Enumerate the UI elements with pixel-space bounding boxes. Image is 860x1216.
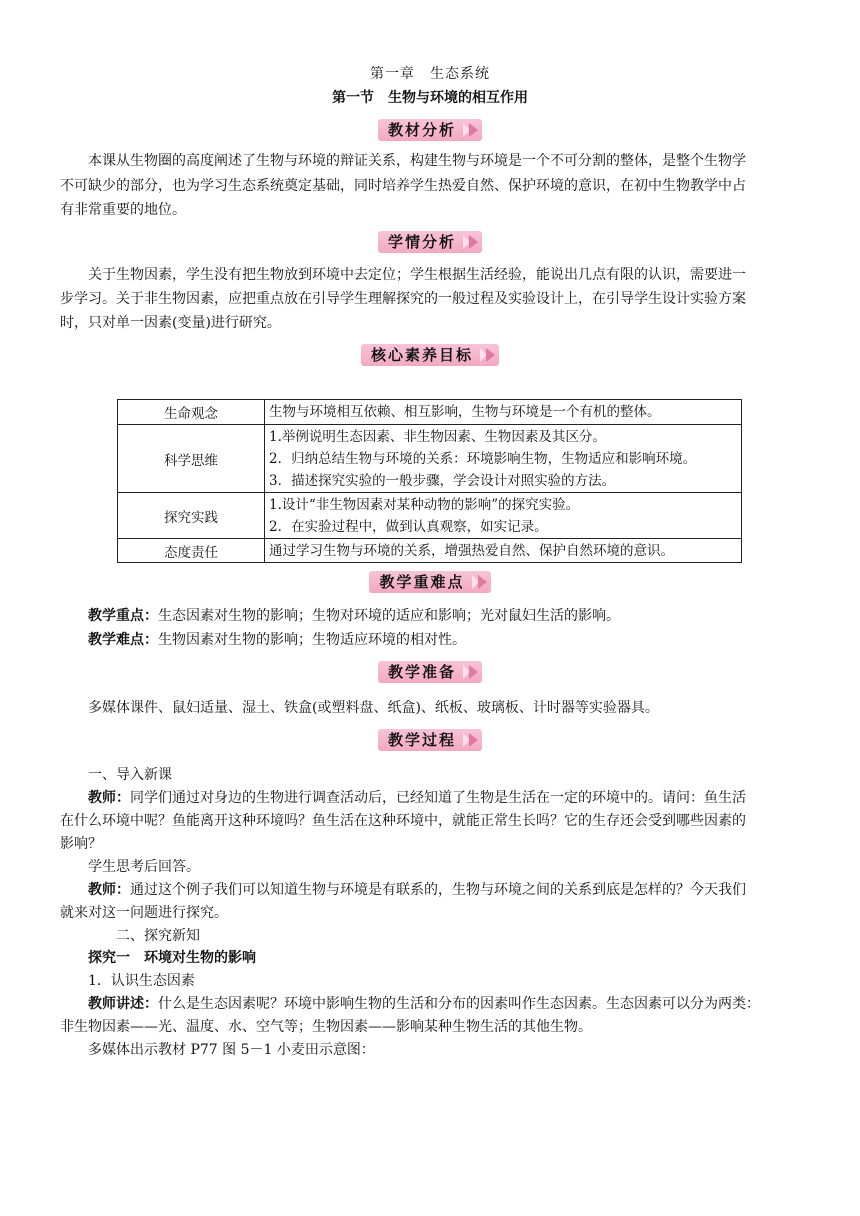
goal-item: 1.设计“非生物因素对某种动物的影响”的探究实验。 [269,496,580,513]
student-analysis-line: 关于生物因素，学生没有把生物放到环境中去定位；学生根据生活经验，能说出几点有限的认识，需要进一 [88,267,746,283]
banner-student-analysis [0,231,860,255]
lecture [88,993,800,1015]
section-title: 第一节 生物与环境的相互作用 [332,90,528,106]
table-row [118,539,742,563]
table-row [118,425,742,493]
banner-preparation [0,661,860,685]
goal-description [265,539,742,563]
teaching-focus-text: 生态因素对生物的影响；生物对环境的适应和影响；光对鼠妇生活的影响。 [158,608,620,624]
explore1-title: 探究一 环境对生物的影响 [88,950,256,966]
part2-title: 二、探究新知 [116,928,200,944]
teaching-difficulty-label: 教学难点： [88,632,158,648]
goal-item: 生物与环境相互依赖、相互影响，生物与环境是一个有机的整体。 [269,404,661,420]
core-goals-table [117,399,742,563]
banner-label: 教材分析 [378,119,482,141]
goal-item: 1.举例说明生态因素、非生物因素、生物因素及其区分。 [269,428,606,445]
student-analysis-line: 时，只对单一因素(变量)进行研究。 [60,315,281,331]
lecture-text-line: 非生物因素——光、温度、水、空气等；生物因素——影响某种生物生活的其他生物。 [60,1019,592,1035]
media-line: 多媒体出示教材 P77 图 5－1 小麦田示意图： [88,1042,375,1058]
preparation-text: 多媒体课件、鼠妇适量、湿土、铁盒(或塑料盘、纸盒)、纸板、玻璃板、计时器等实验器具。 [88,700,659,716]
teacher-text: 通过这个例子我们可以知道生物与环境是有联系的，生物与环境之间的关系到底是怎样的？今天我们 [130,882,746,898]
banner-core-goals [0,344,860,368]
goal-description [265,493,742,539]
goal-description [265,425,742,493]
banner-label: 教学准备 [378,661,482,683]
teacher-text-line: 就来对这一问题进行探究。 [60,905,228,921]
chapter-title: 第一章 生态系统 [370,66,490,82]
textbook-analysis-line: 本课从生物圈的高度阐述了生物与环境的辩证关系，构建生物与环境是一个不可分割的整体，是整个生物学 [88,153,746,169]
textbook-analysis-line: 不可缺少的部分，也为学习生态系统奠定基础，同时培养学生热爱自然、保护环境的意识，在初中生物教学中占 [60,178,746,194]
teacher-text-line: 影响？ [60,836,102,852]
sub1-title: 1．认识生态因素 [88,973,195,989]
banner-label: 核心素养目标 [361,344,499,366]
teacher-dialogue-1 [88,787,800,809]
goal-description [265,400,742,425]
goal-item: 2．归纳总结生物与环境的关系：环境影响生物，生物适应和影响环境。 [269,450,697,467]
teaching-focus-label: 教学重点： [88,608,158,624]
lecture-text: 什么是生态因素呢？环境中影响生物的生活和分布的因素叫作生态因素。生态因素可以分为两类： [158,996,760,1012]
goal-category: 科学思维 [118,425,265,493]
goal-category: 生命观念 [118,400,265,425]
goal-item: 3．描述探究实验的一般步骤，学会设计对照实验的方法。 [269,472,616,489]
teacher-label: 教师： [88,790,130,806]
goal-category: 探究实践 [118,493,265,539]
goal-item: 2．在实验过程中，做到认真观察，如实记录。 [269,518,548,535]
table-row [118,493,742,539]
banner-key-points [0,571,860,595]
lecture-label: 教师讲述： [88,996,158,1012]
banner-textbook-analysis [0,119,860,143]
banner-label: 学情分析 [378,231,482,253]
banner-label: 教学重难点 [369,571,490,593]
goal-item: 通过学习生物与环境的关系，增强热爱自然、保护自然环境的意识。 [269,542,674,559]
teacher-text: 同学们通过对身边的生物进行调查活动后，已经知道了生物是生活在一定的环境中的。请问：鱼生活 [130,790,746,806]
part1-title: 一、导入新课 [88,767,172,783]
goal-category: 态度责任 [118,539,265,563]
teacher-label: 教师： [88,882,130,898]
teaching-focus [88,605,800,627]
teaching-difficulty [88,629,800,651]
textbook-analysis-line: 有非常重要的地位。 [60,202,186,218]
table-row [118,400,742,425]
teacher-text-line: 在什么环境中呢？鱼能离开这种环境吗？鱼生活在这种环境中，就能正常生长吗？它的生存还会受到哪些因素的 [60,813,746,829]
student-analysis-line: 步学习。关于非生物因素，应把重点放在引导学生理解探究的一般过程及实验设计上，在引导学生设计实验方案 [60,291,746,307]
teacher-dialogue-2 [88,879,800,901]
banner-process [0,729,860,753]
teaching-difficulty-text: 生物因素对生物的影响；生物适应环境的相对性。 [158,632,466,648]
banner-label: 教学过程 [378,729,482,751]
student-reply: 学生思考后回答。 [88,859,200,875]
